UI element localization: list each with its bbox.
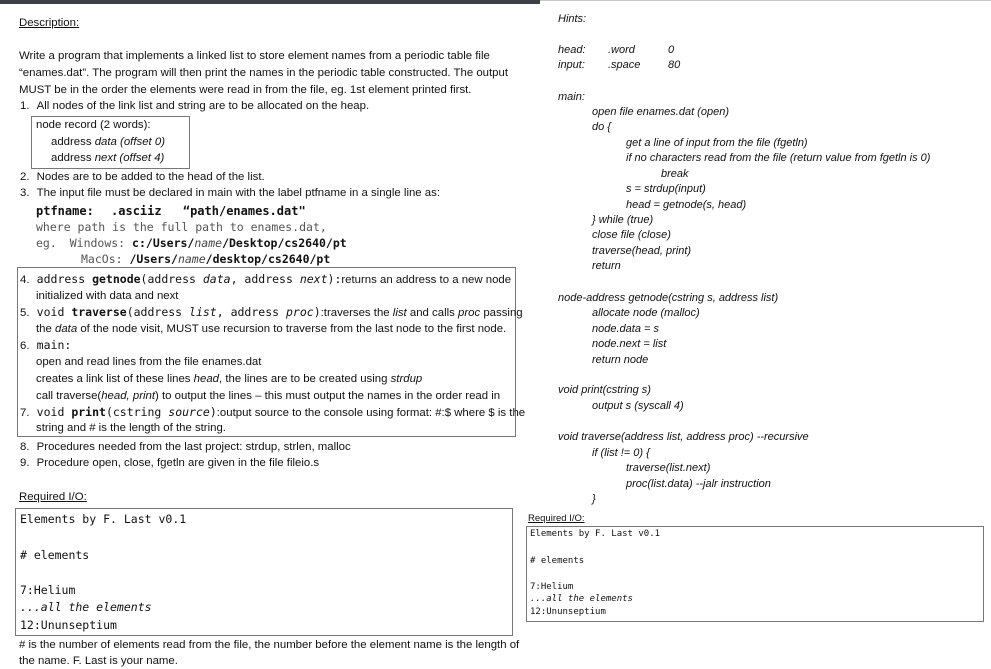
main-line: traverse(head, print) [592, 245, 692, 257]
item-text: of the node visit, MUST use recursion to traverse from the last node to the first node. [77, 323, 507, 335]
right-required-io-heading: Required I/O: [528, 513, 585, 524]
sig-part: void [36, 405, 65, 419]
io-line-4: ...all the elements [530, 594, 633, 604]
item-5 [20, 305, 523, 321]
item-6-line-1: open and read lines from the file enames.dat [36, 356, 262, 368]
main-line: break [661, 168, 689, 180]
ptfname-value: “path/enames.dat" [182, 204, 306, 218]
item-text: ) to output the lines – this must output the names in the order read in [155, 390, 501, 402]
sig-function: getnode [92, 272, 141, 286]
traverse-line: traverse(list.next) [626, 462, 711, 474]
item-text: head, print [101, 390, 156, 402]
main-line: return [592, 260, 621, 272]
eg-os-windows: Windows: [69, 236, 126, 250]
sig-arg: list [189, 305, 217, 319]
item-text: head [193, 373, 219, 385]
print-line: void print(cstring s) [558, 384, 651, 396]
item-number: 4. [20, 274, 30, 286]
item-text: proc [458, 307, 481, 319]
traverse-line: } [592, 493, 596, 505]
path-part: /desktop/cs2640/pt [205, 252, 331, 266]
eg-os-macos: MacOs: [81, 252, 123, 266]
item-6-line-2 [36, 372, 422, 387]
record-field-type: address [51, 136, 95, 148]
item-6-line-3 [36, 389, 500, 404]
record-title: node record (2 words): [36, 119, 151, 131]
record-field-type: address [51, 152, 95, 164]
item-number: 3. [20, 187, 30, 199]
getnode-line: node.data = s [592, 323, 659, 335]
traverse-line: proc(list.data) --jalr instruction [626, 478, 771, 490]
eg-prefix: eg. [36, 236, 57, 250]
item-text: list [392, 307, 407, 319]
item-text: :output source to the console using format: #:$ where $ is the [216, 407, 526, 419]
data-input-value: 80 [668, 59, 681, 71]
item-text: and calls [406, 307, 459, 319]
intro-line-2: “enames.dat”. The program will then print the names in the periodic table constructed. The output [19, 67, 509, 79]
item-text: creates a link list of these lines [36, 373, 194, 385]
sig-function: traverse [71, 305, 127, 319]
io-line-1: Elements by F. Last v0.1 [530, 529, 661, 539]
item-text: All nodes of the link list and string are to be allocated on the heap. [36, 100, 370, 112]
io-line-3: 7:Helium [530, 582, 574, 592]
main-line: open file enames.dat (open) [592, 106, 729, 118]
record-field-name: next (offset 4) [94, 152, 165, 164]
node-record-box [31, 116, 190, 169]
item-5-cont [36, 322, 506, 337]
item-text: data [55, 323, 78, 335]
main-line: get a line of input from the file (fgetln) [626, 137, 808, 149]
main-line: close file (close) [592, 229, 671, 241]
eg-path-windows [132, 236, 347, 250]
io-line-5: 12:Ununseptium [20, 618, 117, 632]
path-part: name [177, 252, 206, 266]
main-line: if no characters read from the file (return value from fgetln is 0) [626, 152, 931, 164]
item-text: call traverse( [36, 390, 102, 402]
ptfname-directive: .asciiz [111, 204, 162, 218]
sig-arg: proc [285, 305, 314, 319]
sig-part: ) [313, 305, 321, 319]
sig-arg: source [168, 405, 210, 419]
data-head-value: 0 [668, 44, 675, 56]
traverse-line: if (list != 0) { [592, 447, 650, 459]
item-3 [20, 186, 440, 201]
ptfname-line [36, 203, 306, 219]
getnode-line: node.next = list [592, 338, 667, 350]
getnode-line: allocate node (malloc) [592, 307, 700, 319]
io-line-5: 12:Ununseptium [530, 607, 606, 617]
item-4 [20, 272, 511, 288]
sig-part: void [36, 305, 65, 319]
footer-line-2: the name. F. Last is your name. [19, 655, 178, 667]
item-text: Procedure open, close, fgetln are given in the file fileio.s [36, 457, 320, 469]
print-signature [37, 405, 217, 419]
sig-arg: next [299, 272, 328, 286]
path-part: c:/Users/ [132, 236, 195, 250]
data-head-label: head: [558, 44, 586, 56]
traverse-signature [37, 305, 321, 319]
right-required-io-box [526, 526, 984, 622]
item-text: strdup [390, 373, 423, 385]
item-number: 5. [20, 307, 30, 319]
path-part: /Desktop/cs2640/pt [222, 236, 347, 250]
item-6 [20, 338, 71, 354]
item-number: 7. [20, 407, 30, 419]
io-line-2: # elements [20, 548, 90, 562]
main-line: } while (true) [592, 214, 654, 226]
hints-heading: Hints: [558, 13, 587, 25]
main-line: s = strdup(input) [626, 183, 706, 195]
sig-part: (cstring [105, 405, 162, 419]
item-1 [20, 99, 369, 114]
item-number: 6. [20, 340, 30, 352]
description-heading: Description: [19, 17, 80, 29]
traverse-line: void traverse(address list, address proc) --recursive [558, 431, 809, 443]
where-line: where path is the full path to enames.dat, [36, 220, 327, 234]
getnode-signature [37, 272, 342, 286]
item-number: 9. [20, 457, 30, 469]
required-io-box [15, 508, 513, 636]
item-7 [20, 405, 525, 421]
item-text: passing [480, 307, 523, 319]
eg-path-macos [129, 252, 330, 266]
print-line: output s (syscall 4) [592, 400, 684, 412]
sig-part: address [36, 272, 86, 286]
path-part: name [194, 236, 223, 250]
sig-part: (address [126, 305, 183, 319]
sig-part: ): [327, 272, 342, 286]
item-8 [20, 440, 351, 455]
item-text: The input file must be declared in main with the label ptfname in a single line as: [36, 187, 440, 199]
path-part: /Users/ [129, 252, 178, 266]
item-number: 1. [20, 100, 30, 112]
ptfname-label: ptfname: [36, 204, 94, 218]
record-field-next [51, 151, 164, 166]
intro-line-3: MUST be in the order the elements were read in from the file, eg. 1st element printed first. [19, 84, 472, 96]
record-field-data [51, 135, 165, 150]
item-number: 8. [20, 441, 30, 453]
item-text: Procedures needed from the last project: strdup, strlen, malloc [36, 441, 351, 453]
sig-arg: data [202, 272, 231, 286]
item-text: Nodes are to be added to the head of the list. [36, 171, 265, 183]
io-line-2: # elements [530, 556, 585, 566]
top-border-right [540, 0, 991, 1]
item-text: returns an address to a new node [341, 274, 512, 286]
item-9 [20, 456, 319, 471]
item-2 [20, 170, 265, 185]
item-7-cont: string and # is the length of the string. [36, 422, 226, 434]
data-input-label: input: [558, 59, 585, 71]
sig-part: , address [230, 272, 293, 286]
item-4-cont: initialized with data and next [36, 290, 179, 302]
item-text: :traverses the [320, 307, 393, 319]
getnode-line: return node [592, 354, 649, 366]
sig-part: (address [140, 272, 196, 286]
footer-line-1: # is the number of elements read from the file, the number before the element name is the length of [19, 639, 520, 651]
io-line-1: Elements by F. Last v0.1 [20, 512, 187, 526]
required-io-heading: Required I/O: [19, 491, 87, 503]
top-border [0, 0, 540, 4]
io-line-4: ...all the elements [20, 600, 152, 614]
main-line: head = getnode(s, head) [626, 199, 747, 211]
io-line-3: 7:Helium [20, 583, 76, 597]
main-line: do { [592, 121, 611, 133]
sig-function: print [71, 405, 106, 419]
getnode-line: node-address getnode(cstring s, address list) [558, 292, 779, 304]
item-number: 2. [20, 171, 30, 183]
main-label: main: [558, 91, 585, 103]
record-field-name: data (offset 0) [94, 136, 165, 148]
data-head-directive: .word [608, 44, 635, 56]
eg-macos-line [81, 252, 330, 267]
main-label: main: [36, 338, 72, 352]
eg-windows-line [36, 236, 347, 251]
item-text: the [36, 323, 55, 335]
intro-line-1: Write a program that implements a linked list to store element names from a periodic table file [19, 50, 490, 62]
data-input-directive: .space [608, 59, 641, 71]
item-text: , the lines are to be created using [219, 373, 391, 385]
sig-part: , address [216, 305, 280, 319]
sig-part: ) [209, 405, 217, 419]
